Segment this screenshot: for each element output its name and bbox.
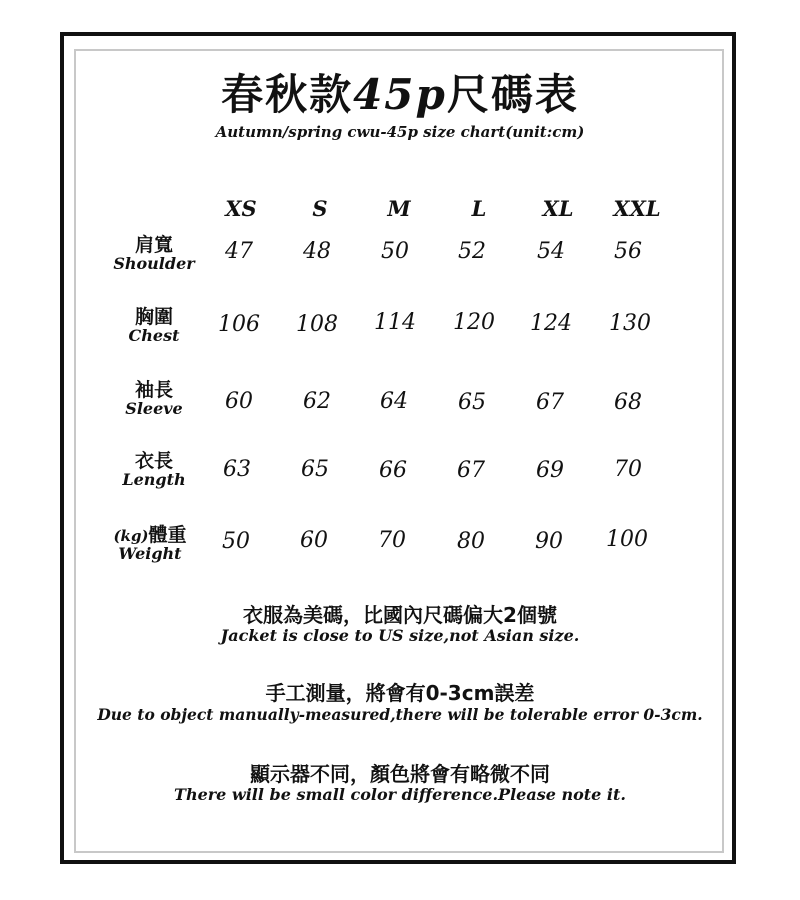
table-cell: 66 [379, 458, 407, 483]
page-title [0, 62, 800, 122]
table-cell: 69 [536, 458, 564, 483]
row-label-shoulder [100, 236, 208, 272]
size-header-l: L [471, 196, 487, 221]
table-cell: 65 [458, 390, 486, 415]
row-label-en: Chest [128, 326, 180, 345]
table-cell: 80 [457, 529, 485, 554]
row-label-unit: (kg) [113, 527, 149, 545]
table-cell: 63 [223, 457, 251, 482]
table-cell: 47 [225, 239, 253, 264]
title-model: 45p [353, 70, 447, 119]
table-cell: 67 [536, 390, 564, 415]
table-cell: 67 [457, 458, 485, 483]
note-color-en: There will be small color difference.Please note it. [174, 785, 626, 804]
table-cell: 120 [453, 310, 495, 335]
note-us-size-en: Jacket is close to US size,not Asian size. [220, 626, 580, 645]
row-label-zh: 衣長 [134, 450, 173, 472]
row-label-en: Weight [118, 544, 182, 563]
note-us-size-zh: 衣服為美碼，比國內尺碼偏大2個號 [243, 603, 557, 627]
table-cell: 100 [606, 527, 648, 552]
table-cell: 90 [535, 529, 563, 554]
page-subtitle: Autumn/spring cwu-45p size chart(unit:cm) [215, 123, 585, 141]
size-header-xl: XL [542, 196, 574, 221]
title-zh-suffix: 尺碼表 [446, 70, 579, 119]
row-label-zh: 肩寬 [134, 234, 173, 256]
table-cell: 114 [374, 310, 416, 335]
table-cell: 68 [614, 390, 642, 415]
note-measurement-zh: 手工測量，將會有0-3cm誤差 [265, 681, 535, 705]
row-label-weight [88, 526, 212, 562]
size-header-m: M [387, 196, 411, 221]
table-cell: 50 [222, 529, 250, 554]
note-measurement-en: Due to object manually-measured,there will be tolerable error 0-3cm. [97, 705, 703, 724]
table-cell: 64 [380, 389, 408, 414]
table-cell: 65 [301, 457, 329, 482]
table-cell: 56 [614, 239, 642, 264]
row-label-en: Shoulder [113, 254, 195, 273]
table-cell: 70 [614, 457, 642, 482]
size-header-xs: XS [225, 196, 257, 221]
table-cell: 62 [303, 389, 331, 414]
row-label-en: Sleeve [125, 399, 183, 418]
row-label-chest [100, 308, 208, 344]
table-cell: 60 [300, 528, 328, 553]
row-label-en: Length [122, 470, 186, 489]
row-label-sleeve [100, 381, 208, 417]
table-cell: 106 [218, 312, 260, 337]
note-color-zh: 顯示器不同，顏色將會有略微不同 [250, 762, 550, 786]
row-label-zh [88, 526, 212, 545]
size-header-s: S [312, 196, 328, 221]
table-cell: 60 [225, 389, 253, 414]
table-cell: 124 [530, 311, 572, 336]
row-label-zh: 胸圍 [134, 306, 173, 328]
table-cell: 54 [537, 239, 565, 264]
table-cell: 70 [378, 528, 406, 553]
size-header-xxl: XXL [613, 196, 661, 221]
table-cell: 108 [296, 312, 338, 337]
table-cell: 52 [458, 239, 486, 264]
title-zh-prefix: 春秋款 [221, 70, 354, 119]
row-label-zh-text: 體重 [148, 524, 187, 546]
row-label-zh: 袖長 [134, 379, 173, 401]
table-cell: 48 [303, 239, 331, 264]
row-label-length [100, 452, 208, 488]
table-cell: 130 [609, 311, 651, 336]
table-cell: 50 [381, 239, 409, 264]
